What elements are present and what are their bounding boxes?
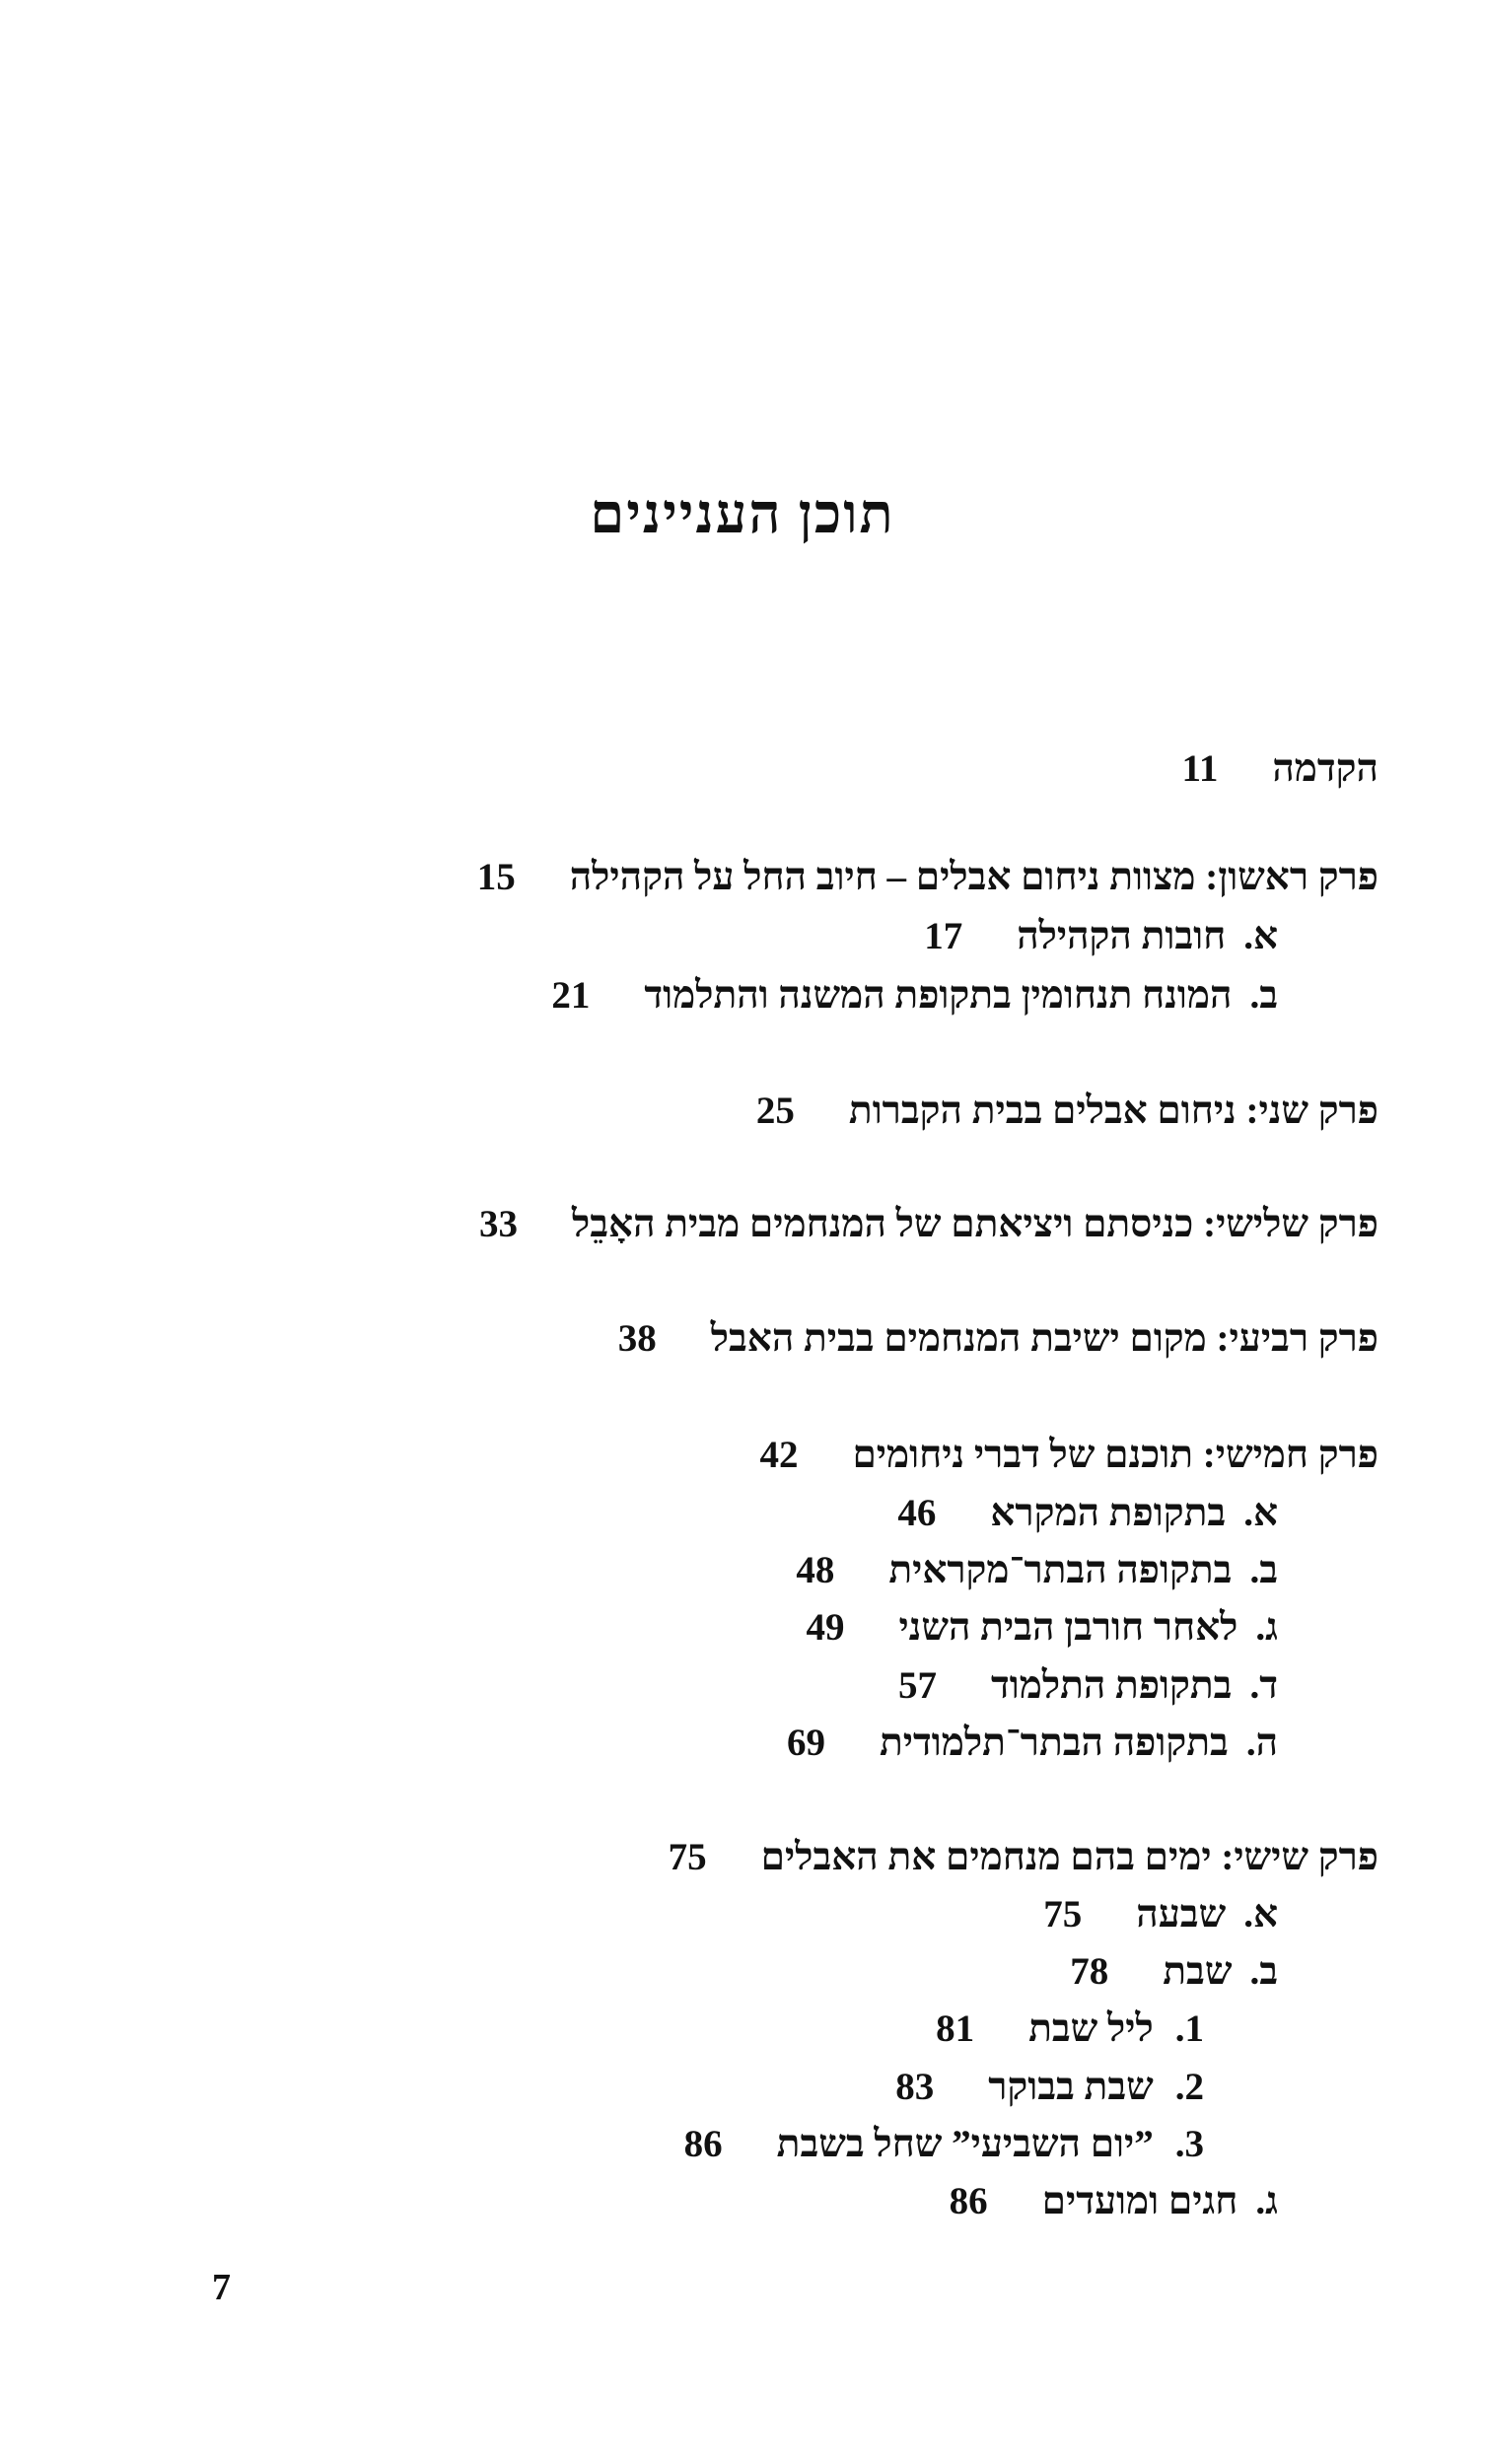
entry-marker: 2.: [1174, 2066, 1204, 2108]
entry-marker: ג.: [1255, 2180, 1278, 2222]
entry-marker: א.: [1243, 1492, 1278, 1534]
entry-label: חגים ומועדים: [1041, 2180, 1238, 2222]
entry-label: פרק ראשון: מצוות ניחום אבלים – חיוב החל על הקהילה: [569, 856, 1379, 898]
entry-label: ליל שבת: [1028, 2007, 1154, 2050]
entry-page-number: 86: [683, 2123, 723, 2165]
entry-marker: ג.: [1255, 1606, 1278, 1649]
entry-marker: ד.: [1249, 1664, 1278, 1707]
footer-page-number: 7: [212, 2267, 231, 2308]
toc-entry-chapter-2: [756, 1091, 1379, 1130]
entry-label: שבעה: [1136, 1893, 1227, 1936]
entry-page-number: 21: [551, 974, 591, 1017]
entry-label: הקדמה: [1272, 747, 1379, 790]
entry-page-number: 17: [924, 915, 963, 957]
toc-entry-chapter-4: [618, 1319, 1379, 1358]
toc-entry-5e: [787, 1724, 1278, 1762]
entry-page-number: 49: [806, 1606, 845, 1649]
entry-label: חובות הקהילה: [1017, 915, 1227, 957]
toc-entry-6b1: [936, 2009, 1204, 2048]
entry-label: המונח תנחומין בתקופת המשנה והתלמוד: [644, 974, 1233, 1017]
entry-page-number: 46: [897, 1492, 937, 1534]
entry-label: לאחר חורבן הבית השני: [898, 1606, 1238, 1649]
entry-marker: ב.: [1249, 1549, 1278, 1591]
toc-entry-chapter-6: [669, 1838, 1379, 1876]
entry-page-number: 78: [1070, 1950, 1109, 1993]
entry-label: פרק שני: ניחום אבלים בבית הקברות: [848, 1090, 1379, 1132]
entry-marker: א.: [1243, 915, 1278, 957]
entry-label: פרק שישי: ימים בהם מנחמים את האבלים: [760, 1836, 1379, 1878]
entry-label: שבת בבוקר: [988, 2066, 1154, 2108]
entry-label: ”יום השביעי” שחל בשבת: [776, 2123, 1154, 2165]
entry-page-number: 15: [476, 856, 516, 898]
toc-entry-5b: [796, 1551, 1278, 1589]
toc-entry-chapter-5: [759, 1436, 1379, 1474]
entry-page-number: 11: [1181, 747, 1219, 790]
entry-page-number: 33: [479, 1203, 518, 1245]
entry-marker: א.: [1243, 1893, 1278, 1936]
entry-marker: ב.: [1249, 1950, 1278, 1993]
toc-entry-5c: [806, 1608, 1278, 1647]
entry-label: בתקופת התלמוד: [990, 1664, 1233, 1707]
entry-label: בתקופה הבתר־תלמודית: [879, 1722, 1229, 1764]
entry-page-number: 38: [617, 1317, 657, 1360]
entry-page-number: 25: [755, 1090, 795, 1132]
toc-entry-chapter-3: [479, 1205, 1379, 1243]
entry-marker: ב.: [1249, 974, 1278, 1017]
entry-page-number: 48: [796, 1549, 835, 1591]
entry-page-number: 69: [786, 1722, 825, 1764]
toc-entry-1b: [551, 976, 1278, 1015]
entry-label: בתקופה הבתר־מקראית: [888, 1549, 1233, 1591]
page-title: תוכן העניינים: [590, 484, 895, 545]
toc-entry-6a: [1043, 1895, 1278, 1934]
entry-label: פרק חמישי: תוכנם של דברי ניחומים: [852, 1434, 1379, 1476]
entry-marker: 1.: [1174, 2007, 1204, 2050]
toc-entry-6c: [950, 2182, 1278, 2220]
entry-page-number: 57: [897, 1664, 937, 1707]
toc-entry-6b3: [684, 2125, 1204, 2163]
entry-page-number: 75: [668, 1836, 707, 1878]
entry-page-number: 83: [895, 2066, 935, 2108]
entry-page-number: 42: [759, 1434, 799, 1476]
entry-label: בתקופת המקרא: [990, 1492, 1227, 1534]
entry-marker: ה.: [1245, 1722, 1278, 1764]
entry-page-number: 75: [1043, 1893, 1083, 1936]
toc-entry-5a: [897, 1494, 1278, 1532]
entry-page-number: 81: [936, 2007, 975, 2050]
toc-entry-6b2: [895, 2068, 1204, 2106]
entry-label: פרק רביעי: מקום ישיבת המנחמים בבית האבל: [710, 1317, 1379, 1360]
toc-entry-introduction: [1182, 749, 1379, 788]
entry-marker: 3.: [1174, 2123, 1204, 2165]
toc-entry-1a: [924, 917, 1278, 955]
toc-entry-5d: [898, 1666, 1278, 1705]
toc-entry-chapter-1: [477, 858, 1379, 896]
toc-entry-6b: [1070, 1952, 1278, 1991]
entry-label: פרק שלישי: כניסתם ויציאתם של המנחמים מבית האָבֵל: [572, 1203, 1379, 1245]
entry-label: שבת: [1163, 1950, 1233, 1993]
entry-page-number: 86: [949, 2180, 988, 2222]
